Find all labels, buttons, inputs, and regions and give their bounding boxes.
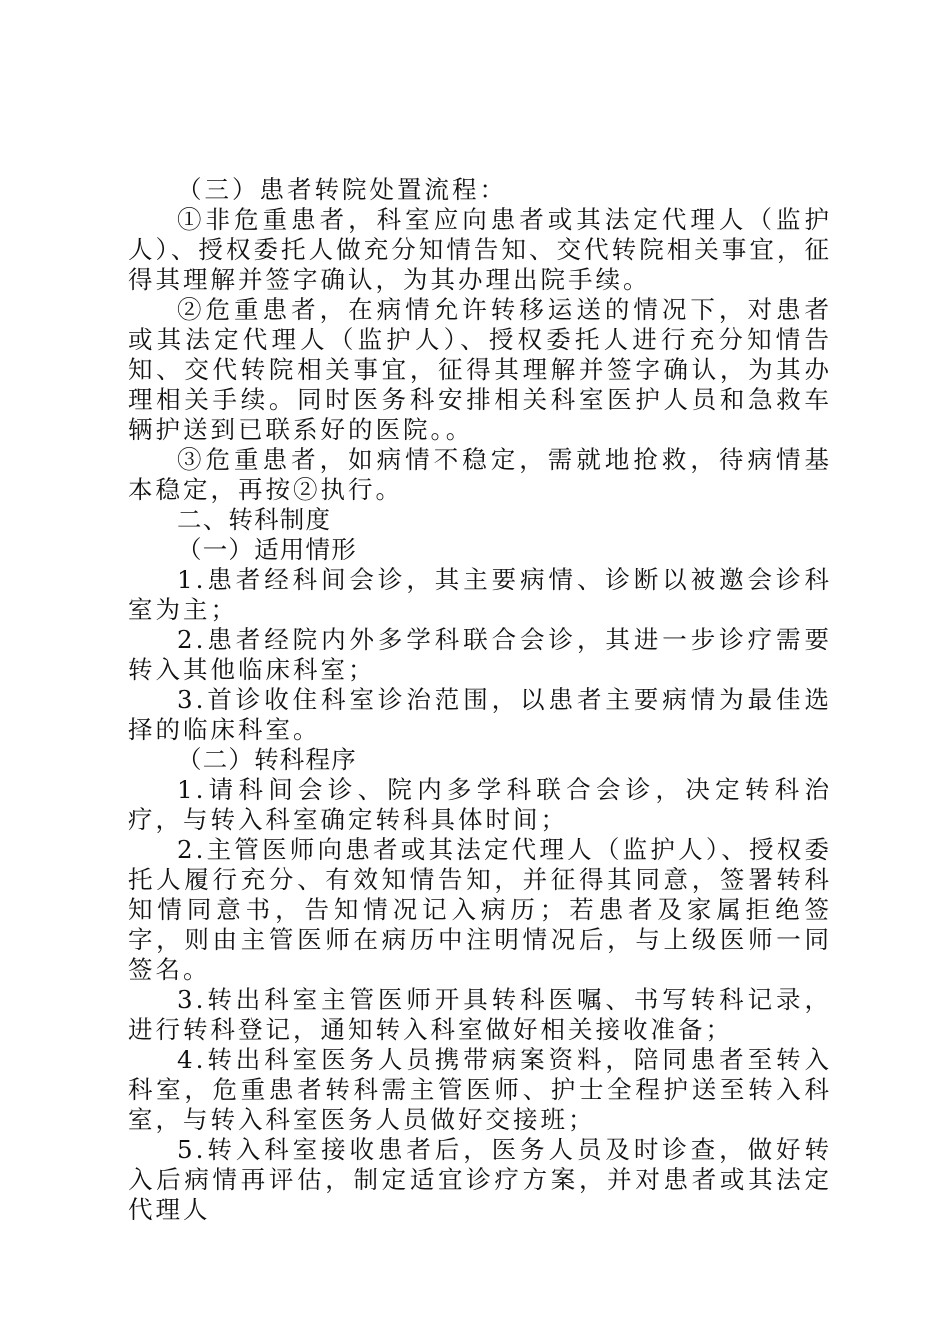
subsection-heading-applicable-cases: （一）适用情形	[177, 535, 357, 564]
section-heading-department-transfer: 二、转科制度	[177, 505, 332, 534]
subsection-heading-transfer-procedure: （二）转科程序	[177, 745, 357, 774]
list-item-procedure-5: 5.转入科室接收患者后，医务人员及时诊查，做好转入后病情再评估，制定适宜诊疗方案，并对患者或其法定代理人	[128, 1135, 832, 1224]
paragraph-critical-patients-transfer: ②危重患者，在病情允许转移运送的情况下，对患者或其法定代理人（监护人）、授权委托人进行充分知情告知、交代转院相关事宜，征得其理解并签字确认，为其办理相关手续。同时医务科安排相关科室医护人员和急救车辆护送到已联系好的医院。。	[128, 295, 832, 444]
list-item-procedure-1: 1.请科间会诊、院内多学科联合会诊，决定转科治疗，与转入科室确定转科具体时间；	[128, 775, 832, 834]
list-item-case-3: 3.首诊收住科室诊治范围，以患者主要病情为最佳选择的临床科室。	[128, 685, 832, 744]
list-item-case-2: 2.患者经院内外多学科联合会诊，其进一步诊疗需要转入其他临床科室；	[128, 625, 832, 684]
list-item-procedure-3: 3.转出科室主管医师开具转科医嘱、书写转科记录，进行转科登记，通知转入科室做好相关接收准备；	[128, 985, 832, 1044]
section-heading-transfer-hospital-process: （三）患者转院处置流程：	[177, 175, 507, 204]
list-item-case-1: 1.患者经科间会诊，其主要病情、诊断以被邀会诊科室为主；	[128, 565, 832, 624]
document-body	[128, 175, 832, 1225]
paragraph-non-critical-patients: ①非危重患者，科室应向患者或其法定代理人（监护人）、授权委托人做充分知情告知、交代转院相关事宜，征得其理解并签字确认，为其办理出院手续。	[128, 205, 832, 294]
paragraph-unstable-critical-patients: ③危重患者，如病情不稳定，需就地抢救，待病情基本稳定，再按②执行。	[128, 445, 832, 504]
list-item-procedure-4: 4.转出科室医务人员携带病案资料，陪同患者至转入科室，危重患者转科需主管医师、护士全程护送至转入科室，与转入科室医务人员做好交接班；	[128, 1045, 832, 1134]
list-item-procedure-2: 2.主管医师向患者或其法定代理人（监护人）、授权委托人履行充分、有效知情告知，并征得其同意，签署转科知情同意书，告知情况记入病历；若患者及家属拒绝签字，则由主管医师在病历中注明情况后，与上级医师一同签名。	[128, 835, 832, 984]
